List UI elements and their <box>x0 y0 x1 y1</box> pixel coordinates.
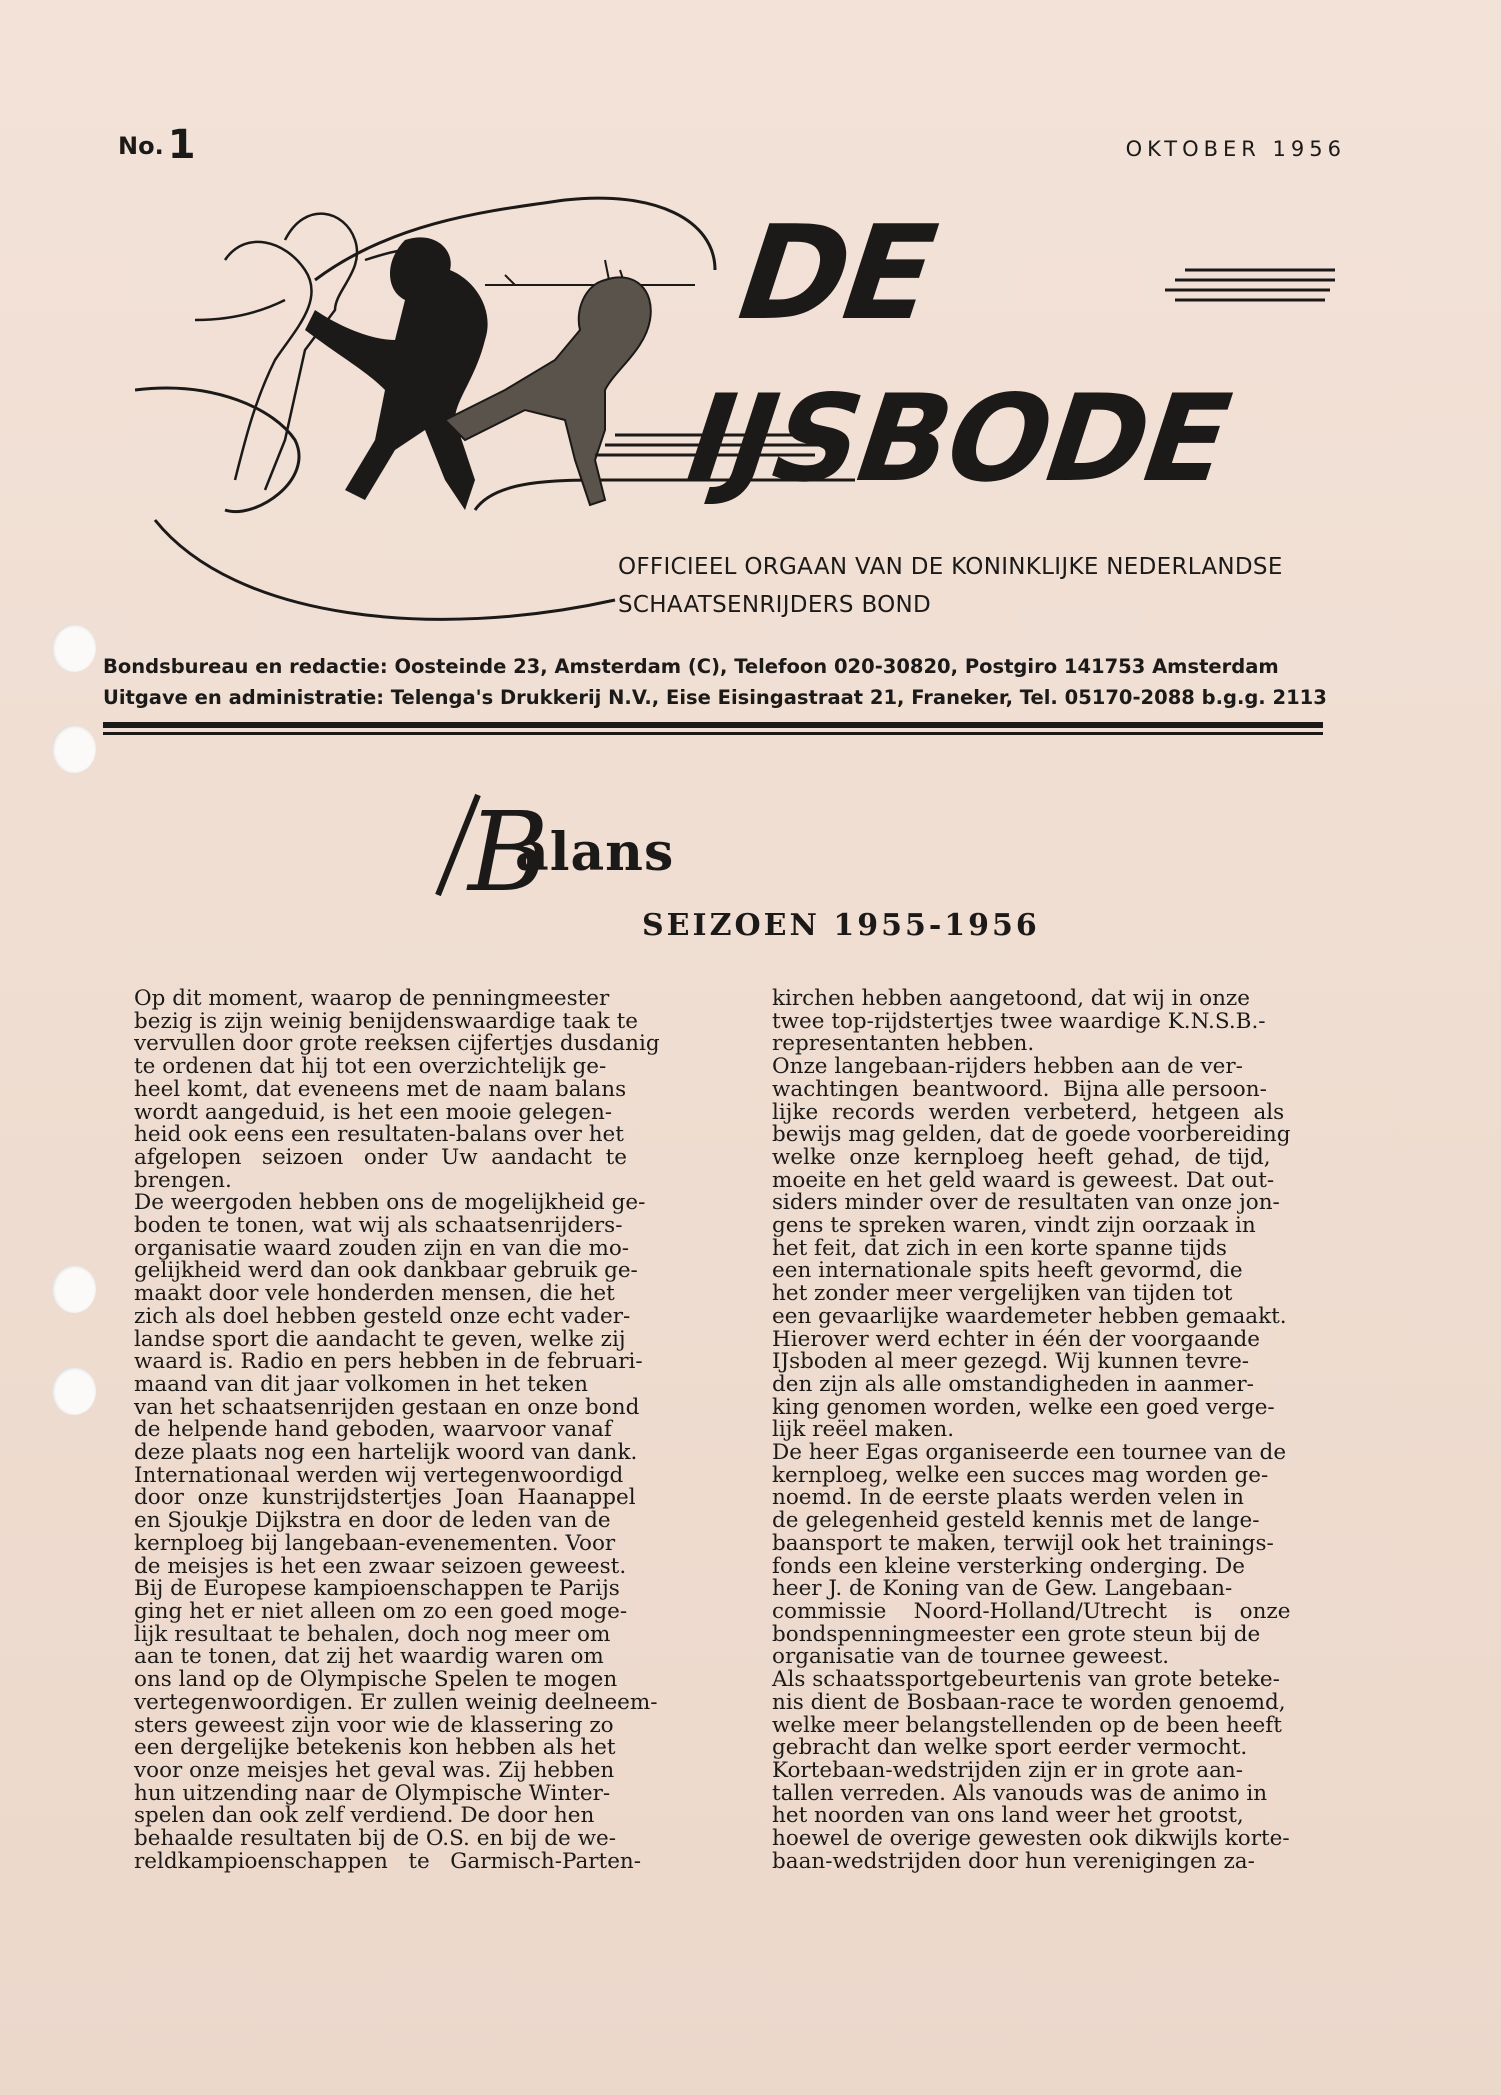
text-line: hun uitzending naar de Olympische Winter- <box>134 1780 611 1806</box>
text-line: van het schaatsenrijden gestaan en onze bond <box>134 1394 640 1420</box>
text-line: Kortebaan-wedstrijden zijn er in grote aan- <box>772 1757 1244 1783</box>
article-subtitle: SEIZOEN 1955-1956 <box>642 908 1040 943</box>
text-line: bezig is zijn weinig benijdenswaardige taak te <box>134 1008 638 1034</box>
text-line: landse sport die aandacht te geven, welke zij <box>134 1326 626 1352</box>
text-line: kernploeg, welke een succes mag worden ge- <box>772 1462 1269 1488</box>
text-line: boden te tonen, wat wij als schaatsenrijders- <box>134 1213 623 1239</box>
punch-hole <box>52 1367 96 1415</box>
text-line: IJsboden al meer gezegd. Wij kunnen tevre- <box>772 1349 1250 1375</box>
text-line: baansport te maken, terwijl ook het trainings- <box>772 1530 1274 1556</box>
text-line: lijke records werden verbeterd, hetgeen als <box>772 1099 1285 1125</box>
article-title: alans <box>515 822 675 883</box>
subtitle-line-2: SCHAATSENRIJDERS BOND <box>618 592 932 618</box>
text-line: heer J. de Koning van de Gew. Langebaan- <box>772 1576 1233 1602</box>
text-line: een dergelijke betekenis kon hebben als het <box>134 1735 616 1761</box>
subtitle-line-1: OFFICIEEL ORGAAN VAN DE KONINKLIJKE NEDERLANDSE <box>618 554 1283 580</box>
punch-hole <box>52 725 96 773</box>
text-line: representanten hebben. <box>772 1031 1035 1057</box>
text-line: gelijkheid werd dan ook dankbaar gebruik ge- <box>134 1258 638 1284</box>
text-line: ons land op de Olympische Spelen te mogen <box>134 1667 618 1693</box>
text-line: Internationaal werden wij vertegenwoordigd <box>134 1462 624 1488</box>
text-line: het noorden van ons land weer het grootst, <box>772 1803 1244 1829</box>
text-line: moeite en het geld waard is geweest. Dat out- <box>772 1167 1275 1193</box>
text-line: hoewel de overige gewesten ook dikwijls korte- <box>772 1826 1290 1852</box>
text-line: lijk resultaat te behalen, doch nog meer om <box>134 1621 611 1647</box>
masthead-subtitle <box>618 548 1283 624</box>
divider <box>103 722 1323 728</box>
text-line: noemd. In de eerste plaats werden velen in <box>772 1485 1245 1511</box>
issue-date: OKTOBER 1956 <box>1125 137 1346 161</box>
text-line: reldkampioenschappen te Garmisch-Parten- <box>134 1848 642 1874</box>
masthead-title-de <box>717 198 955 349</box>
text-line: afgelopen seizoen onder Uw aandacht te <box>134 1144 627 1170</box>
text-line: voor onze meisjes het geval was. Zij hebben <box>134 1757 615 1783</box>
svg-text:DE: DE <box>716 198 955 350</box>
text-line: aan te tonen, dat zij het waardig waren om <box>134 1644 604 1670</box>
text-line: de meisjes is het een zwaar seizoen geweest. <box>134 1553 627 1579</box>
text-line: bewijs mag gelden, dat de goede voorbereiding <box>772 1122 1291 1148</box>
text-line: gebracht dan welke sport eerder vermocht. <box>772 1735 1248 1761</box>
text-line: spelen dan ook zelf verdiend. De door hen <box>134 1803 595 1829</box>
text-line: wachtingen beantwoord. Bijna alle persoon- <box>772 1076 1267 1102</box>
text-line: Op dit moment, waarop de penningmeester <box>134 986 610 1011</box>
editorial-address: Bondsbureau en redactie: Oosteinde 23, Amsterdam (C), Telefoon 020-30820, Postgiro 141753 Amsterdam <box>103 655 1279 678</box>
text-line: de helpende hand geboden, waarvoor vanaf <box>134 1417 612 1443</box>
text-line: de gelegenheid gesteld kennis met de lange- <box>772 1508 1260 1534</box>
text-line: Als schaatssportgebeurtenis van grote beteke- <box>772 1667 1280 1693</box>
text-line: behaalde resultaten bij de O.S. en bij de we- <box>134 1826 616 1852</box>
punch-hole <box>52 624 96 672</box>
text-line: brengen. <box>134 1167 232 1193</box>
text-line: kirchen hebben aangetoond, dat wij in onze <box>772 986 1250 1011</box>
text-line: Hierover werd echter in één der voorgaande <box>772 1326 1260 1352</box>
text-line: sters geweest zijn voor wie de klassering zo <box>134 1712 614 1738</box>
text-line: een gevaarlijke waardemeter hebben gemaakt. <box>772 1303 1287 1329</box>
text-line: gens te spreken waren, vindt zijn oorzaak in <box>772 1213 1256 1239</box>
text-line: De weergoden hebben ons de mogelijkheid ge- <box>134 1190 646 1216</box>
divider <box>103 732 1323 735</box>
text-line: den zijn als alle omstandigheden in aanmer- <box>772 1371 1254 1397</box>
text-line: fonds een kleine versterking onderging. De <box>772 1553 1246 1579</box>
text-line: tallen verreden. Als vanouds was de animo in <box>772 1780 1268 1806</box>
text-line: vervullen door grote reeksen cijfertjes dusdanig <box>134 1031 660 1057</box>
masthead-title-ijsbode <box>667 370 1249 509</box>
text-line: bondspenningmeester een grote steun bij de <box>772 1621 1261 1647</box>
text-line: te ordenen dat hij tot een overzichtelijk ge- <box>134 1054 607 1080</box>
text-line: twee top-rijdstertjes twee waardige K.N.S.B.- <box>772 1008 1266 1034</box>
article-column-1 <box>134 988 698 1873</box>
text-line: maand van dit jaar volkomen in het teken <box>134 1371 588 1397</box>
text-line: welke onze kernploeg heeft gehad, de tijd, <box>772 1144 1271 1170</box>
text-line: Bij de Europese kampioenschappen te Parijs <box>134 1576 620 1602</box>
text-line: Onze langebaan-rijders hebben aan de ver- <box>772 1054 1243 1080</box>
issue-number <box>118 122 196 168</box>
issue-number-value: 1 <box>167 122 196 168</box>
text-line: baan-wedstrijden door hun verenigingen za- <box>772 1848 1255 1874</box>
svg-text:B: B <box>468 788 549 905</box>
publisher-address: Uitgave en administratie: Telenga's Drukkerij N.V., Eise Eisingastraat 21, Franeker, Tel. 05170-2088 b.g.g. 2113 <box>103 686 1327 709</box>
punch-hole <box>52 1265 96 1313</box>
text-line: heel komt, dat eveneens met de naam balans <box>134 1076 627 1102</box>
svg-text:IJSBODE: IJSBODE <box>666 369 1249 510</box>
text-line: De heer Egas organiseerde een tournee van de <box>772 1440 1287 1466</box>
text-line: kernploeg bij langebaan-evenementen. Voor <box>134 1530 616 1556</box>
text-line: deze plaats nog een hartelijk woord van dank. <box>134 1440 638 1466</box>
text-line: vertegenwoordigen. Er zullen weinig deelneem- <box>134 1689 658 1715</box>
text-line: het zonder meer vergelijken van tijden tot <box>772 1281 1233 1307</box>
text-line: heid ook eens een resultaten-balans over het <box>134 1122 624 1148</box>
text-line: organisatie van de tournee geweest. <box>772 1644 1170 1670</box>
text-line: een internationale spits heeft gevormd, die <box>772 1258 1243 1284</box>
text-line: welke meer belangstellenden op de been heeft <box>772 1712 1282 1738</box>
text-line: commissie Noord-Holland/Utrecht is onze <box>772 1598 1291 1624</box>
text-line: king genomen worden, welke een goed verge- <box>772 1394 1275 1420</box>
text-line: zich als doel hebben gesteld onze echt vader- <box>134 1303 631 1329</box>
text-line: wordt aangeduid, is het een mooie gelegen- <box>134 1099 613 1125</box>
text-line: maakt door vele honderden mensen, die het <box>134 1281 615 1307</box>
text-line: het feit, dat zich in een korte spanne tijds <box>772 1235 1227 1261</box>
text-line: waard is. Radio en pers hebben in de februari- <box>134 1349 643 1375</box>
article-column-2 <box>772 988 1336 1873</box>
text-line: lijk reëel maken. <box>772 1417 955 1443</box>
text-line: nis dient de Bosbaan-race te worden genoemd, <box>772 1689 1286 1715</box>
issue-label: No. <box>118 132 164 160</box>
text-line: en Sjoukje Dijkstra en door de leden van de <box>134 1508 611 1534</box>
text-line: siders minder over de resultaten van onze jon- <box>772 1190 1280 1216</box>
text-line: ging het er niet alleen om zo een goed moge- <box>134 1598 628 1624</box>
text-line: door onze kunstrijdstertjes Joan Haanappel <box>134 1485 636 1511</box>
text-line: organisatie waard zouden zijn en van die mo- <box>134 1235 630 1261</box>
